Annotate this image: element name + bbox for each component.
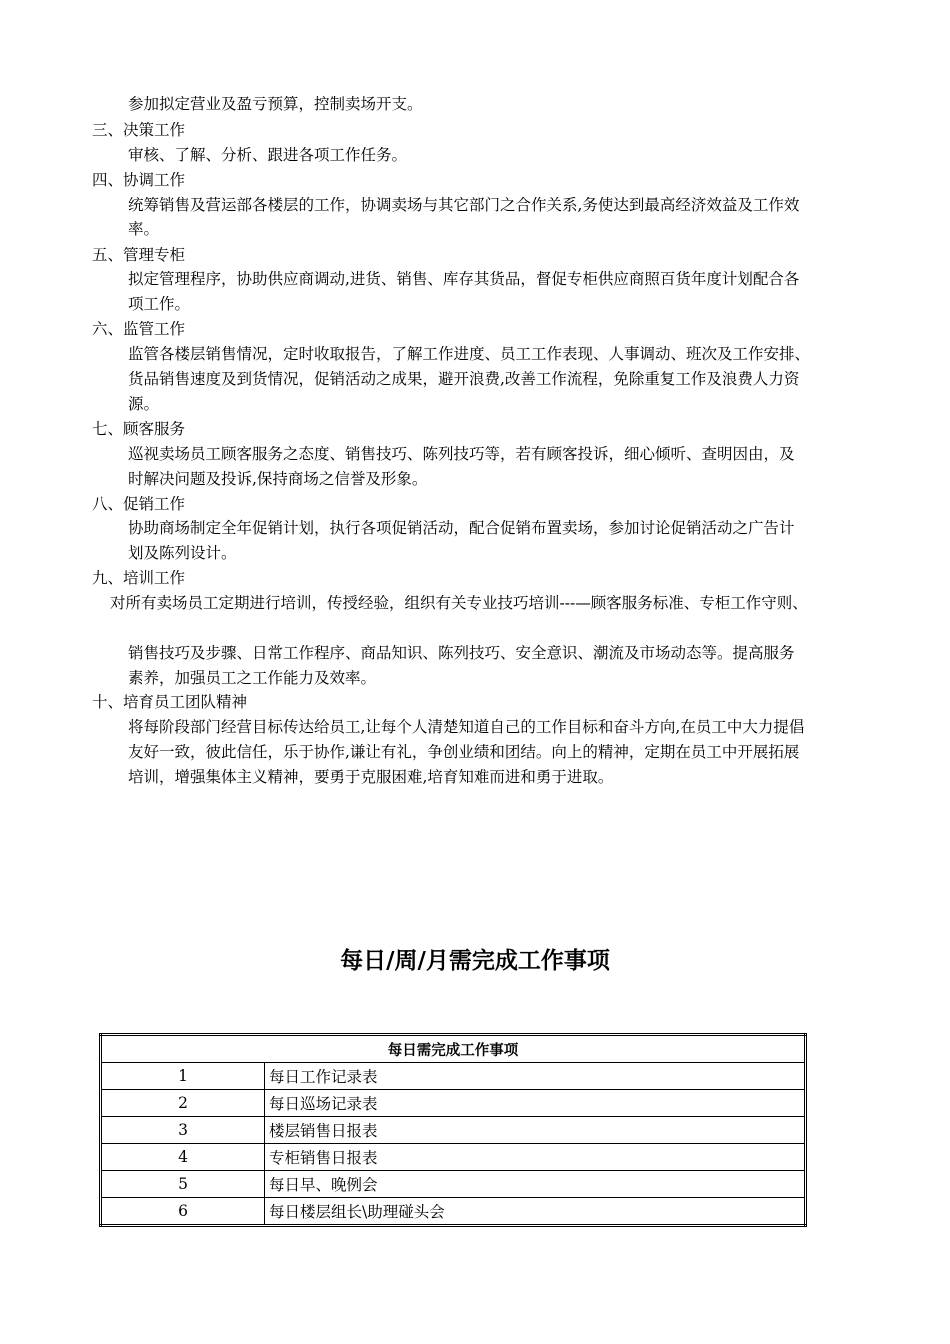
section-9-text-2: 销售技巧及步骤、日常工作程序、商品知识、陈列技巧、安全意识、潮流及市场动态等。提高服务 xyxy=(128,644,795,662)
section-10-heading: 十、培育员工团队精神 xyxy=(92,693,248,711)
row-item: 每日工作记录表 xyxy=(265,1063,806,1090)
section-9-text-1: 对所有卖场员工定期进行培训，传授经验，组织有关专业技巧培训---—顾客服务标准、专柜工作守则、 xyxy=(110,594,808,612)
section-4-text-1: 统筹销售及营运部各楼层的工作，协调卖场与其它部门之合作关系,务使达到最高经济效益及工作效 xyxy=(128,196,800,214)
row-number: 5 xyxy=(101,1171,265,1198)
table-row xyxy=(101,1090,806,1117)
section-6-text-3: 源。 xyxy=(128,395,160,413)
table-row xyxy=(101,1117,806,1144)
section-9-heading: 九、培训工作 xyxy=(92,569,186,587)
table-row xyxy=(101,1171,806,1198)
row-item: 每日楼层组长\助理碰头会 xyxy=(265,1198,806,1226)
section-7-text-1: 巡视卖场员工顾客服务之态度、销售技巧、陈列技巧等，若有顾客投诉，细心倾听、查明因由，及 xyxy=(128,445,795,463)
daily-tasks-table xyxy=(99,1033,807,1227)
row-item: 专柜销售日报表 xyxy=(265,1144,806,1171)
section-10-text-1: 将每阶段部门经营目标传达给员工,让每个人清楚知道自己的工作目标和奋斗方向,在员工中大力提倡 xyxy=(128,718,805,736)
section-8-heading: 八、促销工作 xyxy=(92,495,186,513)
row-item: 每日早、晚例会 xyxy=(265,1171,806,1198)
table-row xyxy=(101,1198,806,1226)
table-row xyxy=(101,1063,806,1090)
section-8-text-1: 协助商场制定全年促销计划，执行各项促销活动，配合促销布置卖场，参加讨论促销活动之广告计 xyxy=(128,519,795,537)
row-item: 楼层销售日报表 xyxy=(265,1117,806,1144)
section-7-text-2: 时解决问题及投诉,保持商场之信誉及形象。 xyxy=(128,470,428,488)
section-4-text-2: 率。 xyxy=(128,220,160,238)
section-4-heading: 四、协调工作 xyxy=(92,171,186,189)
section-5-text-2: 项工作。 xyxy=(128,295,191,313)
table-header-row xyxy=(101,1035,806,1063)
row-number: 1 xyxy=(101,1063,265,1090)
row-number: 6 xyxy=(101,1198,265,1226)
row-item: 每日巡场记录表 xyxy=(265,1090,806,1117)
section-6-text-1: 监管各楼层销售情况，定时收取报告，了解工作进度、员工工作表现、人事调动、班次及工作安排、 xyxy=(128,345,811,363)
page-title: 每日/周/月需完成工作事项 xyxy=(340,948,610,974)
section-9-text-3: 素养，加强员工之工作能力及效率。 xyxy=(128,669,377,687)
table-row xyxy=(101,1144,806,1171)
section-5-heading: 五、管理专柜 xyxy=(92,246,186,264)
section-6-heading: 六、监管工作 xyxy=(92,320,186,338)
section-3-text: 审核、了解、分析、跟进各项工作任务。 xyxy=(128,146,408,164)
section-8-text-2: 划及陈列设计。 xyxy=(128,544,237,562)
section-10-text-3: 培训，增强集体主义精神，要勇于克服困难,培育知难而进和勇于进取。 xyxy=(128,768,614,786)
section-5-text-1: 拟定管理程序，协助供应商调动,进货、销售、库存其货品，督促专柜供应商照百货年度计划配合各 xyxy=(128,270,800,288)
row-number: 2 xyxy=(101,1090,265,1117)
row-number: 3 xyxy=(101,1117,265,1144)
section-3-heading: 三、决策工作 xyxy=(92,121,186,139)
table-header: 每日需完成工作事项 xyxy=(101,1035,806,1063)
section-10-text-2: 友好一致，彼此信任，乐于协作,谦让有礼，争创业绩和团结。向上的精神，定期在员工中开展拓展 xyxy=(128,743,800,761)
intro-text: 参加拟定营业及盈亏预算，控制卖场开支。 xyxy=(128,95,423,113)
section-7-heading: 七、顾客服务 xyxy=(92,420,186,438)
section-6-text-2: 货品销售速度及到货情况，促销活动之成果，避开浪费,改善工作流程，免除重复工作及浪费人力资 xyxy=(128,370,800,388)
row-number: 4 xyxy=(101,1144,265,1171)
